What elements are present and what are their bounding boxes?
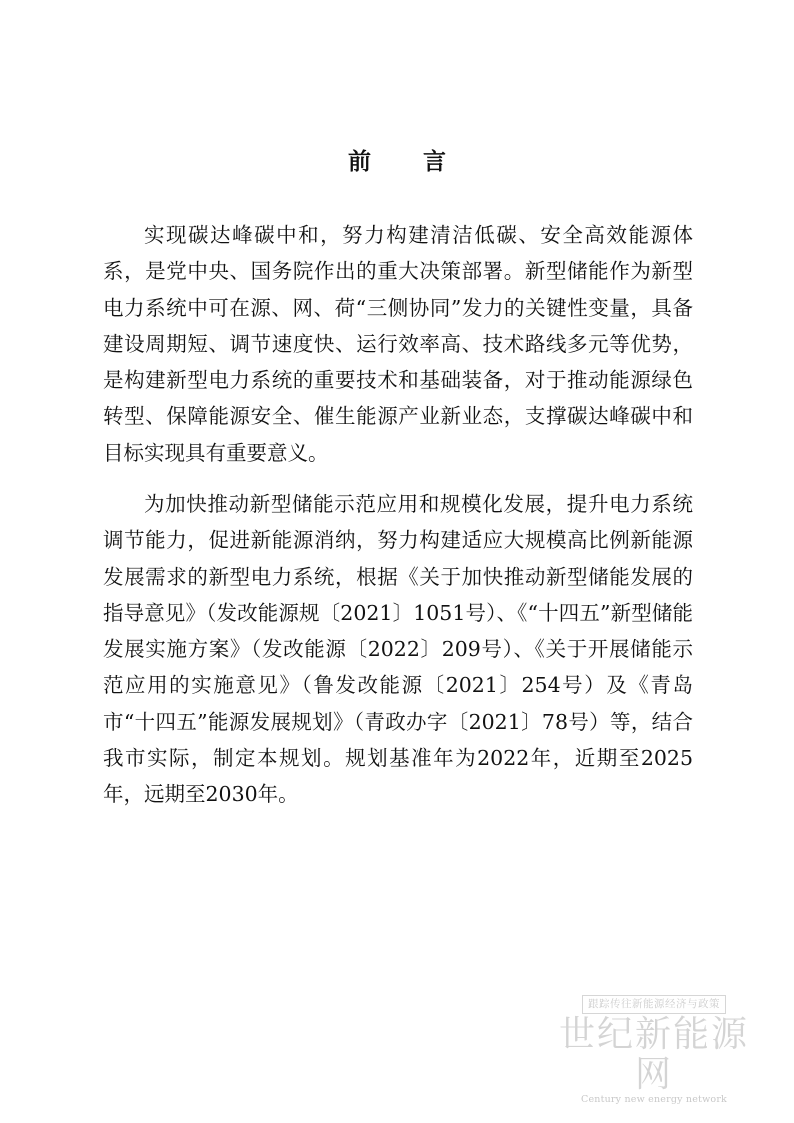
- watermark-english: Century new energy network: [580, 1094, 728, 1105]
- page-title: 前 言: [347, 148, 468, 175]
- watermark-name: 世纪新能源网: [558, 1014, 749, 1095]
- intro-paragraph-1: 实现碳达峰碳中和，努力构建清洁低碳、安全高效能源体系，是党中央、国务院作出的重大决策部署。新型储能作为新型电力系统中可在源、网、荷“三侧协同”发力的关键性变量，具备建设周期短、调节速度快、运行效率高、技术路线多元等优势，是构建新型电力系统的重要技术和基础装备，对于推动能源绿色转型、保障能源安全、催生能源产业新业态，支撑碳达峰碳中和目标实现具有重要意义。: [103, 223, 693, 465]
- watermark-tagline: 跟踪传往新能源经济与政策: [582, 995, 726, 1014]
- watermark-logo: [554, 992, 754, 1105]
- intro-paragraph-2: 为加快推动新型储能示范应用和规模化发展，提升电力系统调节能力，促进新能源消纳，努力构建适应大规模高比例新能源发展需求的新型电力系统，根据《关于加快推动新型储能发展的指导意见》（发改能源规〔2021〕1051号）、《“十四五”新型储能发展实施方案》（发改能源〔2022〕209号）、《关于开展储能示范应用的实施意见》（鲁发改能源〔2021〕254号）及《青岛市“十四五”能源发展规划》（青政办字〔2021〕78号）等，结合我市实际，制定本规划。规划基准年为2022年，近期至2025年，远期至2030年。: [103, 492, 693, 807]
